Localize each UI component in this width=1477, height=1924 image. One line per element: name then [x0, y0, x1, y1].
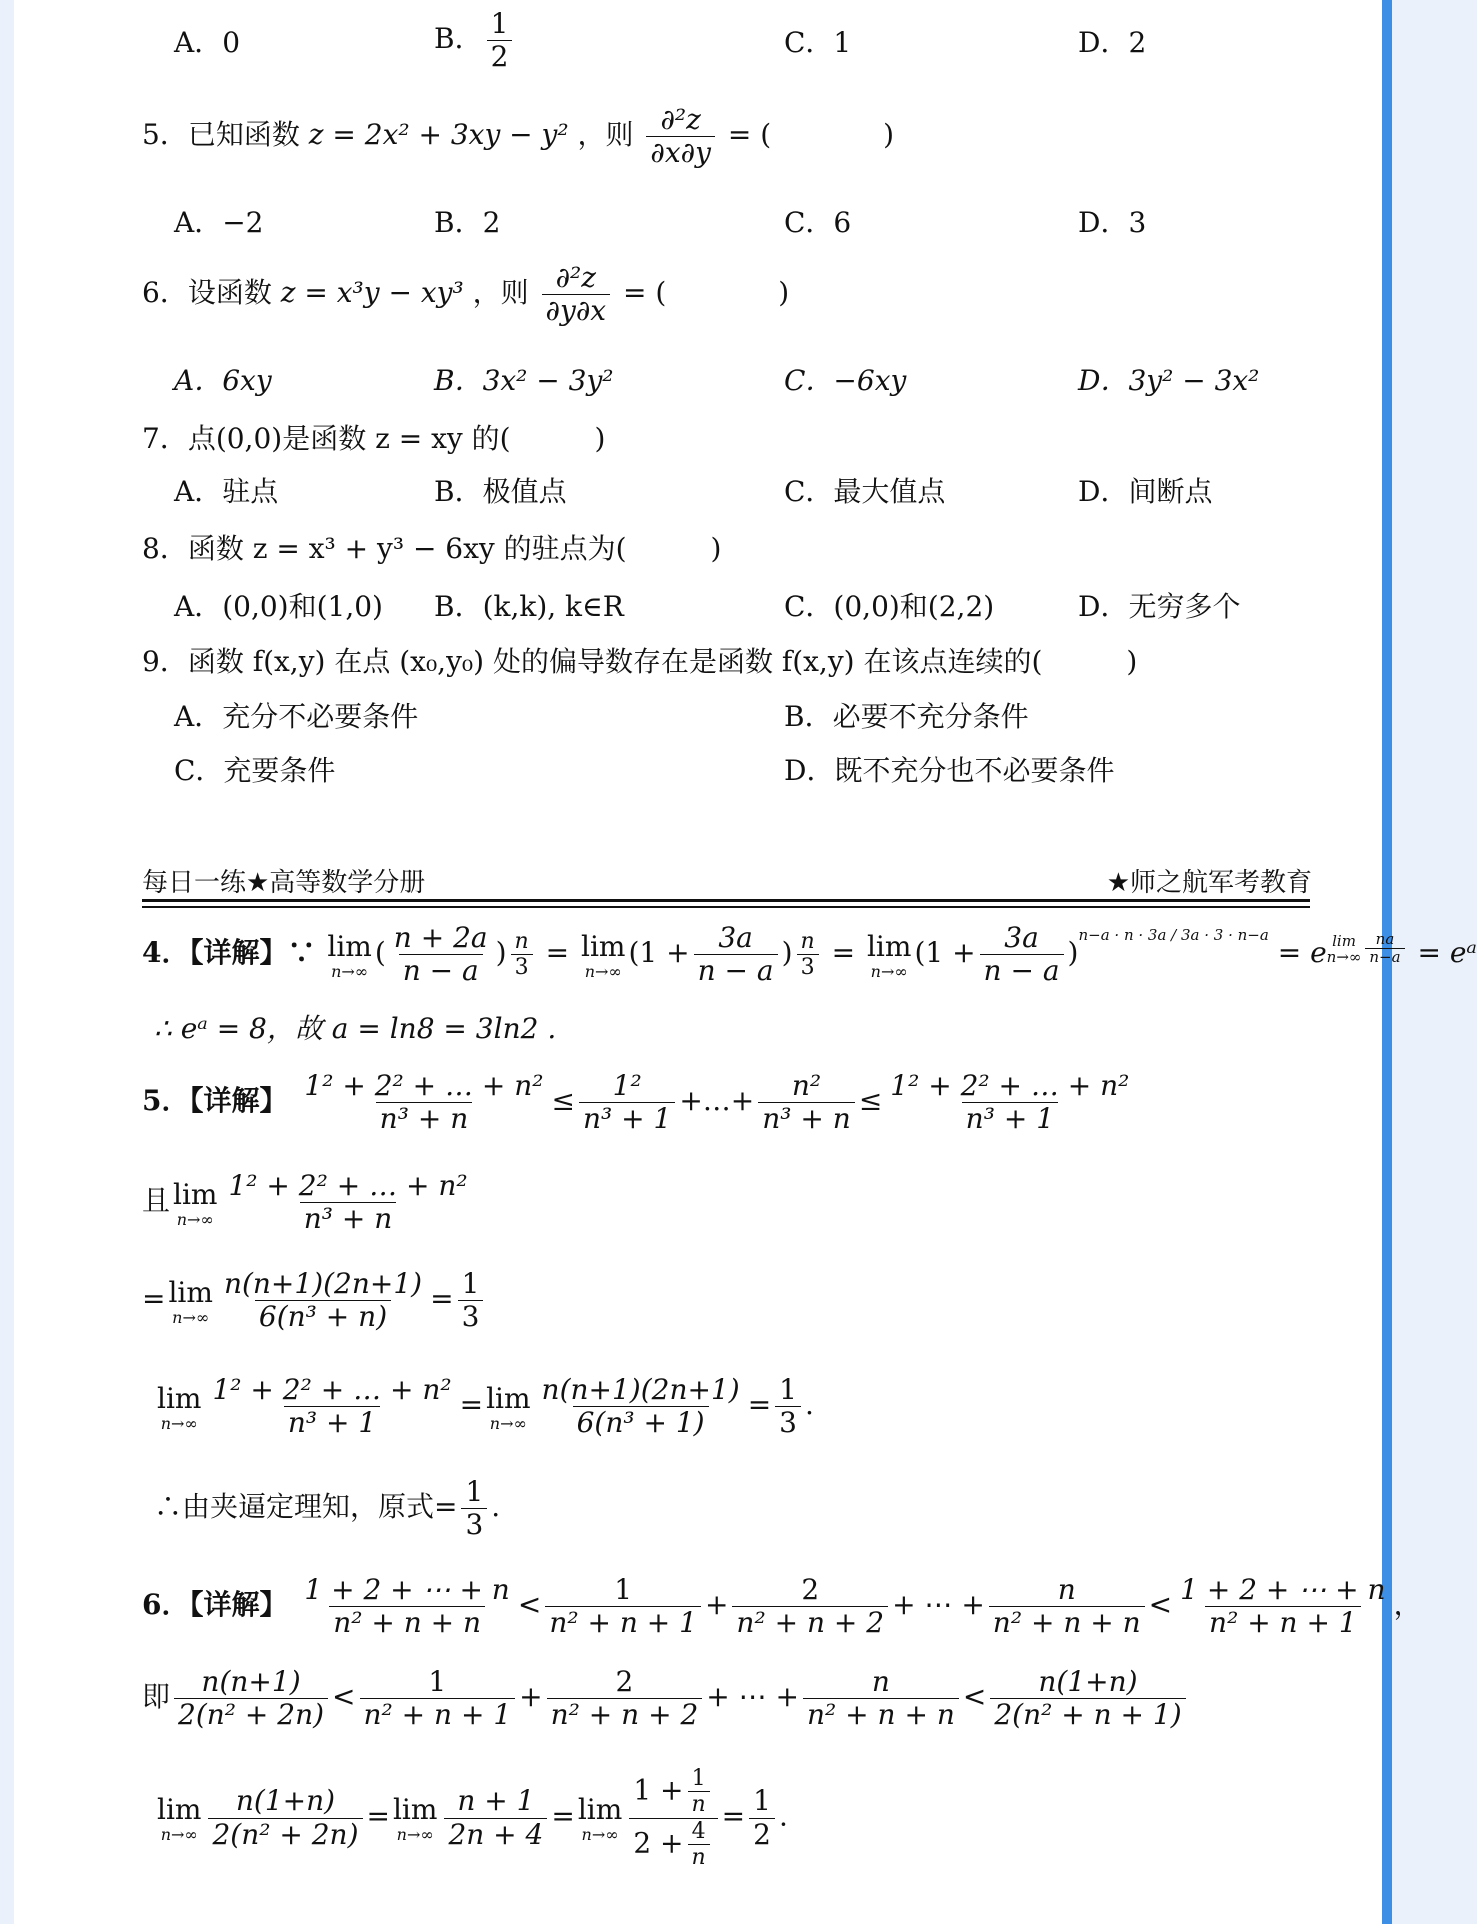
fraction-den: 2(n² + n + 1) — [990, 1698, 1185, 1731]
q5-option-c: C．6 — [784, 206, 852, 239]
limit-operator — [486, 1382, 530, 1432]
q5-option-a: A．−2 — [174, 206, 264, 239]
answer-6-line3 — [154, 1766, 788, 1870]
fraction — [224, 1170, 471, 1235]
answer-5-line1 — [142, 1070, 1137, 1135]
q5-stem — [142, 104, 894, 169]
q8-option-c: C．(0,0)和(2,2) — [784, 590, 995, 623]
q9-option-c: C．充要条件 — [174, 754, 336, 787]
fraction-num: 1 — [465, 1475, 484, 1508]
lim-subscript: n→∞ — [584, 961, 622, 981]
fraction-den: n² + n + n — [329, 1606, 485, 1639]
comma: ， — [1393, 1588, 1422, 1622]
fraction — [208, 1785, 362, 1850]
e-base: = e — [1277, 936, 1327, 969]
fraction-den: 2n + 4 — [444, 1818, 547, 1851]
limit-operator — [578, 1793, 622, 1843]
answer-4-result: = eᵃ — [1417, 936, 1477, 969]
one-plus: (1 + — [628, 936, 690, 969]
fraction-num: 1 + 2 + ⋯ + n — [1180, 1573, 1386, 1606]
fraction — [360, 1666, 516, 1731]
fraction-den: n — [688, 1791, 710, 1817]
limit-operator — [157, 1382, 201, 1432]
q6-then: ，则 — [472, 276, 529, 310]
q7-stem: 7．点(0,0)是函数 z = xy 的( ) — [142, 422, 606, 455]
limit-operator — [168, 1276, 212, 1326]
fraction-den: ∂y∂x — [542, 294, 611, 327]
equals: = — [459, 1388, 484, 1422]
fraction-den: 3 — [775, 1406, 801, 1439]
fraction — [461, 1476, 487, 1541]
e-exponent — [1327, 933, 1362, 965]
fraction-num: n — [1057, 1573, 1076, 1606]
fraction-den: n² + n + n — [989, 1606, 1145, 1639]
fraction-num: n(n+1)(2n+1) — [223, 1267, 423, 1300]
lt-sign: < — [1148, 1588, 1173, 1622]
dots: +…+ — [679, 1084, 755, 1118]
fraction — [300, 1070, 547, 1135]
fraction-num: 1² + 2² + … + n² — [304, 1069, 544, 1102]
fraction-num: 1 — [428, 1665, 447, 1698]
q6-option-b: B．3x² − 3y² — [434, 364, 614, 397]
q4-option-d: D．2 — [1078, 26, 1147, 59]
fraction-den: n² + n + n — [803, 1698, 959, 1731]
fraction-den: n³ + n — [376, 1102, 473, 1135]
lim-text: lim — [486, 1381, 531, 1415]
q9-option-a: A．充分不必要条件 — [174, 700, 419, 733]
q5-expr: z = 2x² + 3xy − y² — [308, 118, 569, 152]
lt-sign: < — [332, 1680, 356, 1714]
answer-4-fraction-1 — [390, 922, 492, 987]
fraction-den: n − a — [980, 954, 1064, 987]
fraction-num: 1² — [612, 1069, 642, 1102]
fraction-num: n + 1 — [457, 1784, 535, 1818]
q7-option-b: B．极值点 — [434, 475, 567, 508]
lim-subscript: n→∞ — [1326, 948, 1362, 966]
fraction — [538, 1374, 744, 1439]
q6-stem — [142, 262, 789, 327]
q9-stem: 9．函数 f(x,y) 在点 (x₀,y₀) 处的偏导数存在是函数 f(x,y) 在该点连续的( ) — [142, 645, 1138, 678]
plus: + — [704, 1588, 729, 1622]
q5-option-b: B．2 — [434, 206, 501, 239]
running-header-left: 每日一练★高等数学分册 — [142, 868, 426, 898]
lim-subscript: n→∞ — [172, 1307, 210, 1327]
fraction — [775, 1374, 801, 1439]
fraction — [300, 1574, 513, 1639]
header-rule-thin — [142, 906, 1310, 908]
fraction-num: 3a — [718, 920, 753, 954]
fraction-num: 1 — [614, 1573, 633, 1606]
fraction-num: ∂²z — [555, 261, 597, 294]
answer-4-fraction-2 — [694, 922, 778, 987]
lim-text: lim — [577, 1793, 623, 1827]
q5-option-d: D．3 — [1078, 206, 1147, 239]
fraction — [758, 1070, 855, 1135]
fraction-den: 2 — [749, 1818, 775, 1851]
answer-4-conclusion: ∴ eᵃ = 8，故 a = ln8 = 3ln2 . — [154, 1012, 557, 1045]
plus: + — [519, 1680, 543, 1714]
lim-text: lim — [581, 929, 626, 963]
q4-option-b-label: B． — [434, 22, 483, 56]
equals: = — [721, 1799, 746, 1833]
answer-5-line3 — [142, 1268, 487, 1333]
lt-sign: < — [962, 1680, 987, 1714]
answer-4-exponent — [511, 929, 533, 981]
lim-text: lim — [866, 929, 912, 963]
q6-tail: = ( ) — [623, 276, 790, 310]
and-label: 且 — [142, 1184, 171, 1218]
q4-option-a: A．0 — [174, 26, 241, 59]
two-plus: 2 + — [633, 1825, 684, 1859]
answer-4-line1: 4．【详解】∵ lim n→∞ ( $\frac{n + 2a}{n - a}$ ) $\frac{n}{3}$ = lim n→∞ (1 + $\frac{3a}{n - a}$ ) $\frac{n}{3}$ = lim n→∞ (1 + $\frac{3a}{n - a}$ )$^{n-a \cdot n \cdot 3a / 3a \cdot 3 \cdot n-a}$ = e lim n→∞ $\frac{na}{n-a}$ = eᵃ — [142, 920, 1477, 987]
q4-option-b-fraction — [487, 8, 513, 73]
fraction — [990, 1666, 1185, 1731]
q7-option-c: C．最大值点 — [784, 475, 946, 508]
lim-text: lim — [392, 1793, 438, 1827]
fraction — [174, 1666, 328, 1731]
equals: = — [366, 1799, 390, 1833]
fraction-den — [629, 1818, 717, 1871]
fraction-num: n — [800, 928, 815, 954]
lim-subscript: n→∞ — [160, 1825, 198, 1845]
fraction — [732, 1574, 888, 1639]
fraction-den: n² + n + 1 — [1205, 1606, 1361, 1639]
period: . — [778, 1799, 788, 1833]
q7-option-d: D．间断点 — [1078, 475, 1213, 508]
q5-then: ，则 — [577, 118, 634, 152]
equals: = — [831, 936, 856, 969]
compound-fraction — [629, 1766, 717, 1870]
q5-tail: = ( ) — [727, 118, 895, 152]
one-plus: 1 + — [633, 1773, 684, 1807]
fraction — [579, 1070, 675, 1135]
lim-text: lim — [1332, 932, 1356, 950]
limit-operator — [393, 1793, 437, 1843]
plus-dots: + ⋯ + — [892, 1588, 985, 1622]
fraction-num: 3a — [1004, 920, 1039, 954]
header-rule-thick — [142, 899, 1310, 902]
fraction — [458, 1268, 484, 1333]
answer-5-line2 — [142, 1170, 476, 1235]
fraction — [1176, 1574, 1389, 1639]
fraction-num: n² — [791, 1069, 822, 1102]
lim-text: lim — [327, 929, 372, 963]
period: . — [491, 1490, 501, 1524]
fraction-den: n − a — [694, 954, 778, 987]
lim-subscript: n→∞ — [176, 1209, 214, 1229]
limit-operator — [327, 930, 371, 980]
q4-option-b — [434, 8, 516, 73]
fraction-num: n — [871, 1665, 890, 1698]
fraction-den: n — [688, 1844, 710, 1870]
fraction-den: n² + n + 1 — [360, 1698, 516, 1731]
fraction-num — [629, 1766, 717, 1818]
document-page — [14, 0, 1477, 1924]
fraction-num: n + 2a — [393, 920, 488, 954]
q5-derivative — [646, 104, 715, 169]
limit-operator — [867, 930, 911, 980]
fraction-den: n² + n + 2 — [547, 1698, 703, 1731]
fraction-den: n³ + 1 — [579, 1102, 675, 1135]
equals: = — [545, 936, 570, 969]
q5-number: 5．已知函数 — [142, 118, 300, 152]
lim-text: lim — [173, 1177, 218, 1211]
q9-option-d: D．既不充分也不必要条件 — [784, 754, 1115, 787]
lim-text: lim — [168, 1275, 213, 1309]
answer-4-fraction-3 — [980, 922, 1064, 987]
answer-4-label: 4．【详解】∵ — [142, 936, 316, 969]
lim-text: lim — [157, 1381, 202, 1415]
q8-stem: 8．函数 z = x³ + y³ − 6xy 的驻点为( ) — [142, 532, 722, 565]
ie-label: 即 — [142, 1680, 171, 1714]
fraction-den: 6(n³ + 1) — [573, 1406, 709, 1439]
fraction-den: 2 — [487, 40, 513, 73]
lim-subscript: n→∞ — [160, 1413, 198, 1433]
fraction — [688, 1819, 710, 1871]
fraction-den: n² + n + 2 — [732, 1606, 888, 1639]
fraction-den: ∂x∂y — [646, 136, 715, 169]
fraction-num: ∂²z — [660, 103, 701, 136]
plus-dots: + ⋯ + — [706, 1680, 799, 1714]
fraction-den: n³ + n — [758, 1102, 855, 1135]
answer-5-line4 — [154, 1374, 814, 1439]
fraction-num: 1 — [490, 7, 509, 40]
fraction — [444, 1785, 547, 1850]
limit-operator — [173, 1178, 217, 1228]
fraction-num: n(n+1)(2n+1) — [541, 1373, 740, 1406]
close-paren: ) — [781, 936, 793, 969]
fraction — [886, 1070, 1133, 1135]
fraction-den: 3 — [797, 954, 819, 980]
answer-5-conclusion — [154, 1476, 500, 1541]
answer-5-label: 5．【详解】 — [142, 1084, 288, 1118]
fraction-num: n(1+n) — [235, 1784, 336, 1818]
fraction-den: 3 — [461, 1508, 487, 1541]
fraction-den: 2(n² + 2n) — [174, 1698, 328, 1731]
fraction-num: 1 — [753, 1784, 771, 1818]
lim-subscript: n→∞ — [870, 961, 908, 981]
q6-derivative — [542, 262, 611, 327]
fraction — [220, 1268, 426, 1333]
fraction-num: 1 — [461, 1267, 480, 1300]
lim-subscript: n→∞ — [581, 1825, 619, 1845]
le-sign: ≤ — [551, 1084, 575, 1118]
answer-4-exponent-2 — [797, 929, 819, 981]
q8-option-b: B．(k,k), k∈R — [434, 590, 624, 623]
fraction-den: 3 — [511, 954, 533, 980]
fraction — [208, 1374, 455, 1439]
fraction-num: n(n+1) — [201, 1665, 301, 1698]
fraction — [803, 1666, 959, 1731]
q6-expr: z = x³y − xy³ — [280, 276, 464, 310]
q8-option-d: D．无穷多个 — [1078, 590, 1241, 623]
fraction-num: 4 — [691, 1818, 706, 1844]
equals: = — [142, 1282, 166, 1316]
fraction-num: n — [514, 928, 529, 954]
le-sign: ≤ — [858, 1084, 883, 1118]
fraction-den: n³ + 1 — [284, 1406, 380, 1439]
running-header-right: ★师之航军考教育 — [1106, 868, 1312, 898]
q6-option-c: C．−6xy — [784, 364, 907, 397]
fraction-num: 2 — [801, 1573, 820, 1606]
fraction — [749, 1785, 775, 1850]
answer-4-compound-exponent: n−a · n · 3a / 3a · 3 · n−a — [1078, 926, 1269, 944]
fraction-den: 6(n³ + n) — [255, 1300, 391, 1333]
fraction-num: 2 — [615, 1665, 634, 1698]
fraction — [545, 1574, 701, 1639]
fraction-den: 3 — [458, 1300, 484, 1333]
q7-option-a: A．驻点 — [174, 475, 279, 508]
fraction-num: 1 — [779, 1373, 797, 1406]
q8-option-a: A．(0,0)和(1,0) — [174, 590, 383, 623]
conclusion-text: ∴由夹逼定理知，原式= — [154, 1490, 458, 1524]
limit-operator — [157, 1793, 201, 1843]
fraction-num: n(1+n) — [1038, 1665, 1138, 1698]
lt-sign: < — [517, 1588, 542, 1622]
q6-option-a: A．6xy — [174, 364, 272, 397]
one-plus: (1 + — [914, 936, 976, 969]
answer-6-line2 — [142, 1666, 1190, 1731]
equals: = — [430, 1282, 454, 1316]
e-exponent-fraction — [1365, 931, 1404, 967]
q6-number: 6．设函数 — [142, 276, 272, 310]
fraction — [688, 1766, 710, 1818]
limit-operator — [581, 930, 625, 980]
fraction-den: 2(n² + 2n) — [208, 1818, 362, 1851]
fraction-num: 1² + 2² + … + n² — [212, 1373, 452, 1406]
q4-option-c: C．1 — [784, 26, 852, 59]
fraction-den: n² + n + 1 — [545, 1606, 701, 1639]
fraction-num: na — [1375, 930, 1395, 948]
q9-option-b: B．必要不充分条件 — [784, 700, 1029, 733]
answer-6-line1 — [142, 1574, 1422, 1639]
lim-subscript: n→∞ — [489, 1413, 527, 1433]
lim-subscript: n→∞ — [396, 1825, 434, 1845]
equals: = — [551, 1799, 575, 1833]
answer-6-label: 6．【详解】 — [142, 1588, 288, 1622]
lim-text: lim — [157, 1793, 202, 1827]
q6-option-d: D．3y² − 3x² — [1078, 364, 1260, 397]
fraction-den: n−a — [1365, 948, 1404, 966]
fraction-den: n − a — [399, 954, 483, 987]
fraction-num: 1² + 2² + … + n² — [228, 1169, 468, 1202]
fraction — [547, 1666, 703, 1731]
fraction-den: n³ + n — [300, 1202, 397, 1235]
fraction-num: 1² + 2² + … + n² — [890, 1069, 1130, 1102]
fraction-den: n³ + 1 — [962, 1102, 1058, 1135]
fraction — [989, 1574, 1145, 1639]
close-paren: ) — [1067, 936, 1079, 969]
period: . — [805, 1388, 814, 1422]
equals: = — [747, 1388, 772, 1422]
fraction-num: 1 — [691, 1766, 706, 1791]
lim-subscript: n→∞ — [331, 961, 369, 981]
fraction-num: 1 + 2 + ⋯ + n — [304, 1573, 510, 1606]
